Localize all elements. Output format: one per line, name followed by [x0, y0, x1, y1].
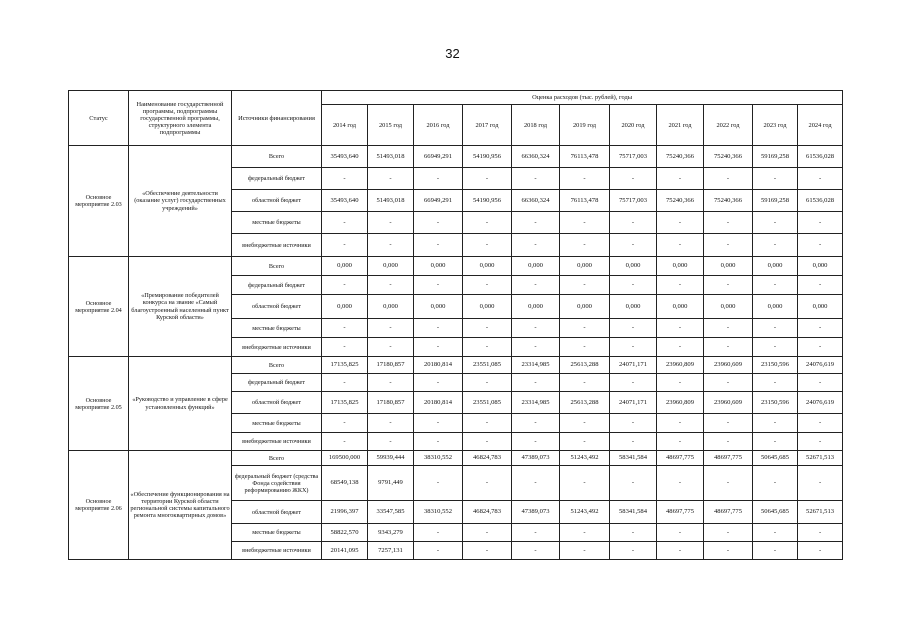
header-year: 2017 год [463, 105, 512, 146]
value-cell: - [512, 276, 560, 295]
value-cell: - [753, 433, 798, 451]
value-cell: 52671,513 [798, 501, 843, 524]
value-cell: 75717,003 [610, 146, 657, 168]
value-cell: - [368, 168, 414, 190]
value-cell: - [610, 234, 657, 257]
value-cell: 23960,809 [657, 392, 704, 414]
value-cell: 61536,028 [798, 190, 843, 212]
value-cell: - [798, 542, 843, 560]
value-cell: 75240,366 [657, 146, 704, 168]
row-source: областной бюджет [232, 392, 322, 414]
value-cell: - [753, 374, 798, 392]
value-cell: 0,000 [414, 257, 463, 276]
value-cell: 48697,775 [657, 451, 704, 466]
value-cell: - [610, 466, 657, 501]
value-cell: - [704, 542, 753, 560]
value-cell: 23551,085 [463, 357, 512, 374]
value-cell: 48697,775 [657, 501, 704, 524]
value-cell: 0,000 [657, 257, 704, 276]
value-cell: - [414, 338, 463, 357]
value-cell: - [798, 212, 843, 234]
row-status: Основное мероприятие 2.06 [69, 451, 129, 560]
value-cell: 58822,570 [322, 524, 368, 542]
value-cell: - [610, 319, 657, 338]
value-cell: - [463, 433, 512, 451]
value-cell: - [610, 542, 657, 560]
value-cell: 54190,956 [463, 146, 512, 168]
row-name: «Руководство и управление в сфере установленных функций» [129, 357, 232, 451]
value-cell: - [560, 338, 610, 357]
value-cell: - [560, 524, 610, 542]
row-source: федеральный бюджет [232, 168, 322, 190]
value-cell: 17180,857 [368, 392, 414, 414]
value-cell: 46824,783 [463, 451, 512, 466]
value-cell: 51493,018 [368, 190, 414, 212]
value-cell: - [798, 168, 843, 190]
value-cell: - [414, 414, 463, 433]
value-cell: 51243,492 [560, 451, 610, 466]
value-cell: - [512, 374, 560, 392]
value-cell: 17135,825 [322, 392, 368, 414]
value-cell: - [798, 466, 843, 501]
value-cell: - [414, 524, 463, 542]
value-cell: - [704, 433, 753, 451]
value-cell: - [414, 374, 463, 392]
value-cell: - [322, 319, 368, 338]
value-cell: - [512, 542, 560, 560]
value-cell: - [322, 414, 368, 433]
value-cell: 0,000 [512, 257, 560, 276]
row-source: местные бюджеты [232, 524, 322, 542]
value-cell: - [753, 466, 798, 501]
value-cell: - [512, 168, 560, 190]
value-cell: 0,000 [322, 295, 368, 319]
value-cell: - [657, 212, 704, 234]
value-cell: - [610, 524, 657, 542]
row-source: внебюджетные источники [232, 433, 322, 451]
value-cell: - [512, 524, 560, 542]
row-source: внебюджетные источники [232, 234, 322, 257]
value-cell: 0,000 [368, 295, 414, 319]
value-cell: - [463, 338, 512, 357]
value-cell: - [657, 414, 704, 433]
header-year: 2014 год [322, 105, 368, 146]
row-source: федеральный бюджет [232, 276, 322, 295]
header-year: 2019 год [560, 105, 610, 146]
value-cell: - [704, 338, 753, 357]
row-source: областной бюджет [232, 295, 322, 319]
value-cell: - [753, 524, 798, 542]
value-cell: 169500,000 [322, 451, 368, 466]
value-cell: 50645,685 [753, 451, 798, 466]
value-cell: - [657, 524, 704, 542]
header-name: Наименование государственной программы, подпрограммы государственной программы, структурного элемента подпрограммы [129, 91, 232, 146]
row-source: местные бюджеты [232, 212, 322, 234]
row-status: Основное мероприятие 2.03 [69, 146, 129, 257]
value-cell: 23150,596 [753, 392, 798, 414]
row-source: областной бюджет [232, 190, 322, 212]
value-cell: 75240,366 [657, 190, 704, 212]
value-cell: - [414, 276, 463, 295]
value-cell: 23960,609 [704, 357, 753, 374]
value-cell: 20180,814 [414, 357, 463, 374]
value-cell: - [753, 168, 798, 190]
value-cell: 66949,291 [414, 146, 463, 168]
value-cell: 9343,279 [368, 524, 414, 542]
header-year: 2022 год [704, 105, 753, 146]
value-cell: - [463, 542, 512, 560]
value-cell: 54190,956 [463, 190, 512, 212]
value-cell: 66360,324 [512, 146, 560, 168]
value-cell: - [704, 414, 753, 433]
value-cell: - [560, 466, 610, 501]
value-cell: - [368, 212, 414, 234]
value-cell: - [463, 374, 512, 392]
value-cell: - [704, 234, 753, 257]
value-cell: 17180,857 [368, 357, 414, 374]
value-cell: 76113,478 [560, 146, 610, 168]
value-cell: 38310,552 [414, 501, 463, 524]
table-row [69, 357, 843, 374]
value-cell: 75240,366 [704, 146, 753, 168]
value-cell: - [368, 433, 414, 451]
value-cell: 38310,552 [414, 451, 463, 466]
value-cell: 75717,003 [610, 190, 657, 212]
value-cell: 48697,775 [704, 501, 753, 524]
header-status: Статус [69, 91, 129, 146]
value-cell: - [657, 319, 704, 338]
header-year: 2016 год [414, 105, 463, 146]
value-cell: - [512, 234, 560, 257]
value-cell: - [463, 319, 512, 338]
value-cell: - [798, 524, 843, 542]
value-cell: 51243,492 [560, 501, 610, 524]
value-cell: - [657, 542, 704, 560]
value-cell: 76113,478 [560, 190, 610, 212]
value-cell: - [704, 168, 753, 190]
value-cell: - [560, 374, 610, 392]
value-cell: - [798, 234, 843, 257]
row-name: «Обеспечение деятельности (оказание услуг) государственных учреждений» [129, 146, 232, 257]
value-cell: 0,000 [463, 295, 512, 319]
value-cell: 48697,775 [704, 451, 753, 466]
value-cell: 75240,366 [704, 190, 753, 212]
value-cell: - [798, 276, 843, 295]
value-cell: 58341,584 [610, 451, 657, 466]
value-cell: 21996,397 [322, 501, 368, 524]
value-cell: - [322, 338, 368, 357]
value-cell: - [322, 433, 368, 451]
value-cell: 47389,073 [512, 501, 560, 524]
row-source: Всего [232, 257, 322, 276]
value-cell: 25613,288 [560, 392, 610, 414]
budget-table-body [69, 146, 843, 560]
value-cell: - [798, 338, 843, 357]
value-cell: - [657, 234, 704, 257]
header-year: 2020 год [610, 105, 657, 146]
value-cell: - [368, 234, 414, 257]
value-cell: - [753, 234, 798, 257]
value-cell: - [512, 338, 560, 357]
row-source: федеральный бюджет (средства Фонда содействия реформированию ЖКХ) [232, 466, 322, 501]
row-source: местные бюджеты [232, 414, 322, 433]
value-cell: - [798, 433, 843, 451]
value-cell: 23551,085 [463, 392, 512, 414]
value-cell: - [322, 276, 368, 295]
value-cell: - [368, 338, 414, 357]
table-row [69, 257, 843, 276]
value-cell: 46824,783 [463, 501, 512, 524]
value-cell: - [798, 374, 843, 392]
value-cell: 0,000 [322, 257, 368, 276]
row-status: Основное мероприятие 2.05 [69, 357, 129, 451]
value-cell: - [414, 319, 463, 338]
value-cell: - [322, 212, 368, 234]
value-cell: - [657, 276, 704, 295]
value-cell: - [560, 168, 610, 190]
value-cell: 0,000 [610, 295, 657, 319]
value-cell: - [368, 374, 414, 392]
value-cell: - [368, 319, 414, 338]
value-cell: - [753, 212, 798, 234]
value-cell: 9791,449 [368, 466, 414, 501]
value-cell: - [463, 466, 512, 501]
value-cell: - [753, 542, 798, 560]
value-cell: 23314,985 [512, 392, 560, 414]
value-cell: 0,000 [798, 295, 843, 319]
value-cell: 24071,171 [610, 357, 657, 374]
value-cell: - [610, 374, 657, 392]
value-cell: 59169,258 [753, 190, 798, 212]
value-cell: 59169,258 [753, 146, 798, 168]
value-cell: 51493,018 [368, 146, 414, 168]
value-cell: - [610, 168, 657, 190]
value-cell: 0,000 [560, 257, 610, 276]
value-cell: 23960,809 [657, 357, 704, 374]
value-cell: - [560, 276, 610, 295]
row-source: местные бюджеты [232, 319, 322, 338]
header-estimate: Оценка расходов (тыс. рублей), годы [322, 91, 843, 105]
value-cell: 0,000 [368, 257, 414, 276]
value-cell: 52671,513 [798, 451, 843, 466]
value-cell: - [512, 433, 560, 451]
value-cell: 68549,138 [322, 466, 368, 501]
value-cell: 17135,825 [322, 357, 368, 374]
value-cell: 23150,596 [753, 357, 798, 374]
row-source: Всего [232, 357, 322, 374]
row-source: Всего [232, 451, 322, 466]
value-cell: - [368, 276, 414, 295]
value-cell: 66949,291 [414, 190, 463, 212]
value-cell: - [753, 338, 798, 357]
header-year: 2023 год [753, 105, 798, 146]
value-cell: - [798, 319, 843, 338]
value-cell: - [753, 276, 798, 295]
value-cell: 0,000 [560, 295, 610, 319]
value-cell: 35493,640 [322, 190, 368, 212]
value-cell: 23960,609 [704, 392, 753, 414]
header-source: Источники финансирования [232, 91, 322, 146]
header-year: 2015 год [368, 105, 414, 146]
value-cell: 35493,640 [322, 146, 368, 168]
header-year: 2018 год [512, 105, 560, 146]
header-year: 2021 год [657, 105, 704, 146]
value-cell: - [610, 338, 657, 357]
value-cell: - [463, 168, 512, 190]
value-cell: - [512, 319, 560, 338]
value-cell: - [753, 414, 798, 433]
value-cell: - [512, 466, 560, 501]
row-source: Всего [232, 146, 322, 168]
value-cell: 24076,619 [798, 392, 843, 414]
value-cell: 24076,619 [798, 357, 843, 374]
value-cell: - [610, 212, 657, 234]
value-cell: 0,000 [610, 257, 657, 276]
row-name: «Премирование победителей конкурса на звание «Самый благоустроенный населенный пункт Курской области» [129, 257, 232, 357]
value-cell: - [414, 466, 463, 501]
value-cell: - [704, 212, 753, 234]
value-cell: - [512, 414, 560, 433]
row-source: областной бюджет [232, 501, 322, 524]
value-cell: 58341,584 [610, 501, 657, 524]
value-cell: - [560, 319, 610, 338]
row-status: Основное мероприятие 2.04 [69, 257, 129, 357]
value-cell: 50645,685 [753, 501, 798, 524]
value-cell: - [414, 542, 463, 560]
value-cell: 33547,585 [368, 501, 414, 524]
value-cell: 0,000 [704, 295, 753, 319]
value-cell: - [463, 524, 512, 542]
row-source: внебюджетные источники [232, 542, 322, 560]
value-cell: - [463, 414, 512, 433]
row-source: федеральный бюджет [232, 374, 322, 392]
value-cell: - [704, 466, 753, 501]
value-cell: 7257,131 [368, 542, 414, 560]
value-cell: 0,000 [753, 295, 798, 319]
value-cell: - [560, 212, 610, 234]
value-cell: 0,000 [512, 295, 560, 319]
value-cell: - [322, 374, 368, 392]
value-cell: - [610, 433, 657, 451]
budget-table [68, 90, 843, 560]
header-year: 2024 год [798, 105, 843, 146]
value-cell: - [657, 433, 704, 451]
value-cell: 20141,095 [322, 542, 368, 560]
page-number: 32 [445, 46, 460, 61]
value-cell: - [463, 276, 512, 295]
value-cell: 0,000 [463, 257, 512, 276]
table-row [69, 146, 843, 168]
value-cell: - [798, 414, 843, 433]
value-cell: - [463, 234, 512, 257]
value-cell: - [704, 319, 753, 338]
value-cell: - [414, 433, 463, 451]
value-cell: - [414, 212, 463, 234]
value-cell: 25613,288 [560, 357, 610, 374]
value-cell: - [704, 276, 753, 295]
row-name: «Обеспечение функционирования на территории Курской области региональной системы капитального ремонта многоквартирных домов» [129, 451, 232, 560]
value-cell: - [560, 542, 610, 560]
value-cell: 24071,171 [610, 392, 657, 414]
value-cell: 20180,814 [414, 392, 463, 414]
value-cell: 0,000 [753, 257, 798, 276]
value-cell: - [463, 212, 512, 234]
value-cell: - [414, 168, 463, 190]
value-cell: 59939,444 [368, 451, 414, 466]
value-cell: - [560, 234, 610, 257]
value-cell: - [560, 414, 610, 433]
value-cell: - [560, 433, 610, 451]
value-cell: 47389,073 [512, 451, 560, 466]
value-cell: - [657, 466, 704, 501]
value-cell: - [657, 374, 704, 392]
value-cell: - [657, 338, 704, 357]
value-cell: - [753, 319, 798, 338]
value-cell: - [322, 234, 368, 257]
value-cell: - [610, 414, 657, 433]
value-cell: 0,000 [414, 295, 463, 319]
value-cell: 23314,985 [512, 357, 560, 374]
value-cell: - [512, 212, 560, 234]
value-cell: 0,000 [798, 257, 843, 276]
value-cell: - [657, 168, 704, 190]
value-cell: - [322, 168, 368, 190]
table-row [69, 451, 843, 466]
value-cell: 0,000 [657, 295, 704, 319]
row-source: внебюджетные источники [232, 338, 322, 357]
value-cell: 61536,028 [798, 146, 843, 168]
value-cell: - [704, 374, 753, 392]
value-cell: - [610, 276, 657, 295]
value-cell: - [704, 524, 753, 542]
value-cell: - [368, 414, 414, 433]
value-cell: 0,000 [704, 257, 753, 276]
value-cell: - [414, 234, 463, 257]
value-cell: 66360,324 [512, 190, 560, 212]
